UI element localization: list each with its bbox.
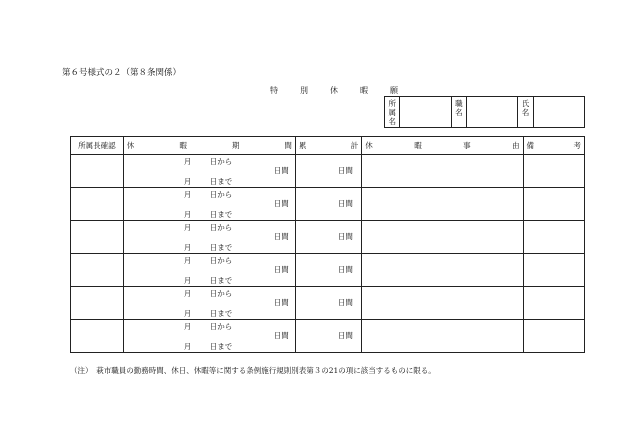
remarks-cell[interactable] <box>523 155 584 188</box>
title-char: 願 <box>390 86 398 95</box>
leave-table <box>70 136 585 353</box>
title-char: 休 <box>330 86 338 95</box>
table-row <box>71 320 585 353</box>
name-label: 氏 名 <box>518 97 533 128</box>
confirm-cell[interactable] <box>71 155 124 188</box>
table-row <box>71 155 585 188</box>
reason-cell[interactable] <box>362 254 523 287</box>
confirm-cell[interactable] <box>71 320 124 353</box>
table-row <box>71 254 585 287</box>
remarks-cell[interactable] <box>523 221 584 254</box>
title-char: 暇 <box>360 86 368 95</box>
confirm-cell[interactable] <box>71 254 124 287</box>
confirm-cell[interactable] <box>71 188 124 221</box>
affiliation-field[interactable] <box>400 97 451 128</box>
confirm-cell[interactable] <box>71 287 124 320</box>
reason-cell[interactable] <box>362 320 523 353</box>
name-field[interactable] <box>533 97 584 128</box>
header-period: 休 暇 期 間 <box>123 137 295 155</box>
table-row <box>71 221 585 254</box>
total-cell[interactable]: 日間 <box>295 287 361 320</box>
total-cell[interactable]: 日間 <box>295 320 361 353</box>
position-field[interactable] <box>467 97 518 128</box>
header-reason: 休 暇 事 由 <box>362 137 523 155</box>
title-char: 別 <box>300 86 308 95</box>
period-cell[interactable]: 月 日から 日間 月 日まで <box>123 221 295 254</box>
remarks-cell[interactable] <box>523 320 584 353</box>
form-title <box>270 85 398 96</box>
affiliation-label: 所 属 名 <box>385 97 400 128</box>
period-cell[interactable]: 月 日から 日間 月 日まで <box>123 188 295 221</box>
total-cell[interactable]: 日間 <box>295 254 361 287</box>
reason-cell[interactable] <box>362 155 523 188</box>
header-total: 累 計 <box>295 137 361 155</box>
applicant-info-table <box>384 96 585 128</box>
position-label: 職 名 <box>451 97 466 128</box>
period-cell[interactable]: 月 日から 日間 月 日まで <box>123 287 295 320</box>
period-cell[interactable]: 月 日から 日間 月 日まで <box>123 254 295 287</box>
reason-cell[interactable] <box>362 188 523 221</box>
period-cell[interactable]: 月 日から 日間 月 日まで <box>123 320 295 353</box>
table-row <box>71 287 585 320</box>
table-row <box>71 188 585 221</box>
title-char: 特 <box>270 86 278 95</box>
table-header-row <box>71 137 585 155</box>
total-cell[interactable]: 日間 <box>295 188 361 221</box>
remarks-cell[interactable] <box>523 188 584 221</box>
form-number: 第６号様式の２（第８条関係） <box>62 68 182 78</box>
reason-cell[interactable] <box>362 287 523 320</box>
remarks-cell[interactable] <box>523 254 584 287</box>
reason-cell[interactable] <box>362 221 523 254</box>
header-remarks: 備 考 <box>523 137 584 155</box>
confirm-cell[interactable] <box>71 221 124 254</box>
period-cell[interactable]: 月 日から 日間 月 日まで <box>123 155 295 188</box>
remarks-cell[interactable] <box>523 287 584 320</box>
total-cell[interactable]: 日間 <box>295 221 361 254</box>
footnote: （注） 萩市職員の勤務時間、休日、休暇等に関する条例施行規則別表第３の21の項に該当するものに限る。 <box>70 366 436 375</box>
total-cell[interactable]: 日間 <box>295 155 361 188</box>
header-confirm: 所属長確認 <box>71 137 124 155</box>
